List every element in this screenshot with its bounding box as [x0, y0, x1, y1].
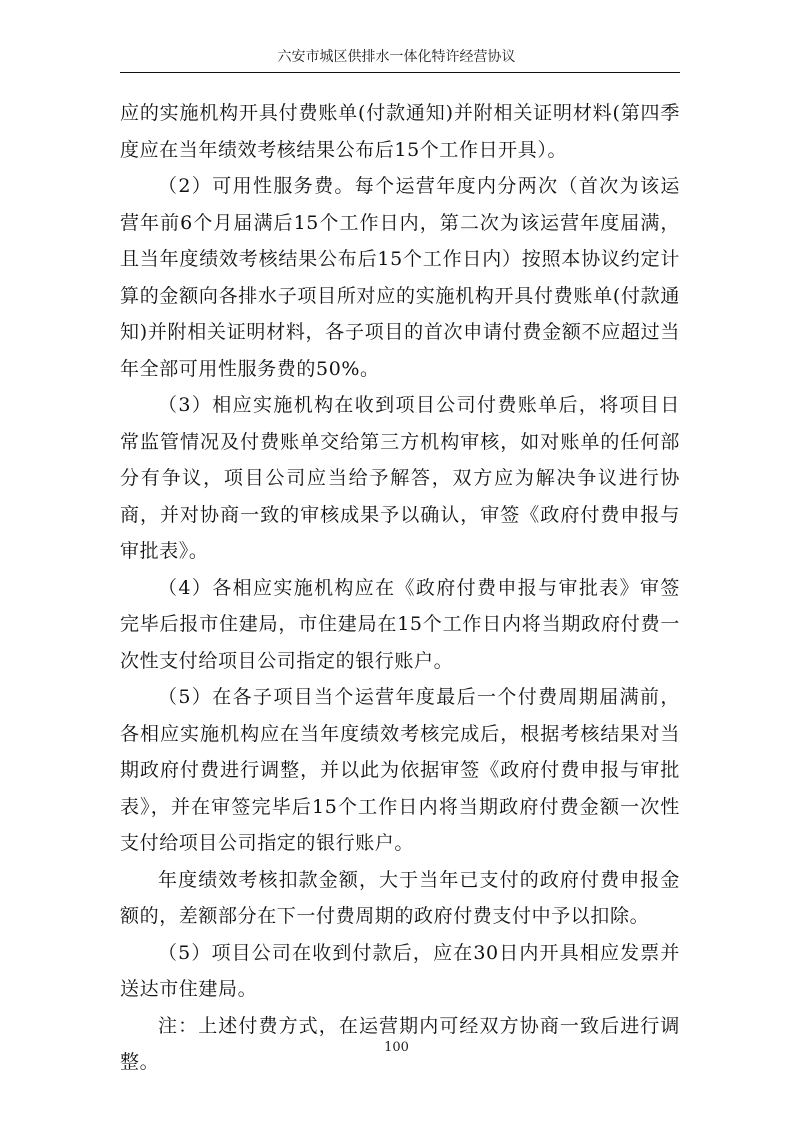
page-number-text: 100 — [384, 1040, 409, 1055]
page-number — [0, 1040, 793, 1056]
paragraph-invoice: （5）项目公司在收到付款后，应在30日内开具相应发票并送达市住建局。 — [120, 941, 680, 1000]
paragraph-continuation: 应的实施机构开具付费账单(付款通知)并附相关证明材料(第四季度应在当年绩效考核结果公布后15个工作日开具）。 — [120, 102, 680, 161]
header-title: 六安市城区供排水一体化特许经营协议 — [277, 49, 516, 65]
paragraph-payment: （4）各相应实施机构应在《政府付费申报与审批表》审签完毕后报市住建局，市住建局在15个工作日内将当期政府付费一次性支付给项目公司指定的银行账户。 — [120, 576, 680, 672]
paragraph-note: 注：上述付费方式，在运营期内可经双方协商一致后进行调整。 — [120, 1014, 680, 1073]
document-body — [120, 95, 680, 1081]
paragraph-availability-fee: （2）可用性服务费。每个运营年度内分两次（首次为该运营年前6个月届满后15个工作日内，第二次为该运营年度届满，且当年度绩效考核结果公布后15个工作日内）按照本协议约定计算的金额向各排水子项目所对应的实施机构开具付费账单(付款通知)并附相关证明材料，各子项目的首次申请付费金额不应超过当年全部可用性服务费的50%。 — [120, 175, 680, 380]
paragraph-adjustment: （5）在各子项目当个运营年度最后一个付费周期届满前，各相应实施机构应在当年度绩效考核完成后，根据考核结果对当期政府付费进行调整，并以此为依据审签《政府付费申报与审批表》，并在审签完毕后15个工作日内将当期政府付费金额一次性支付给项目公司指定的银行账户。 — [120, 686, 680, 854]
paragraph-deduction: 年度绩效考核扣款金额，大于当年已支付的政府付费申报金额的，差额部分在下一付费周期的政府付费支付中予以扣除。 — [120, 868, 680, 927]
page-header — [0, 48, 793, 66]
header-divider — [120, 72, 680, 73]
paragraph-review: （3）相应实施机构在收到项目公司付费账单后，将项目日常监管情况及付费账单交给第三方机构审核，如对账单的任何部分有争议，项目公司应当给予解答，双方应为解决争议进行协商，并对协商一致的审核成果予以确认，审签《政府付费申报与审批表》。 — [120, 394, 680, 562]
